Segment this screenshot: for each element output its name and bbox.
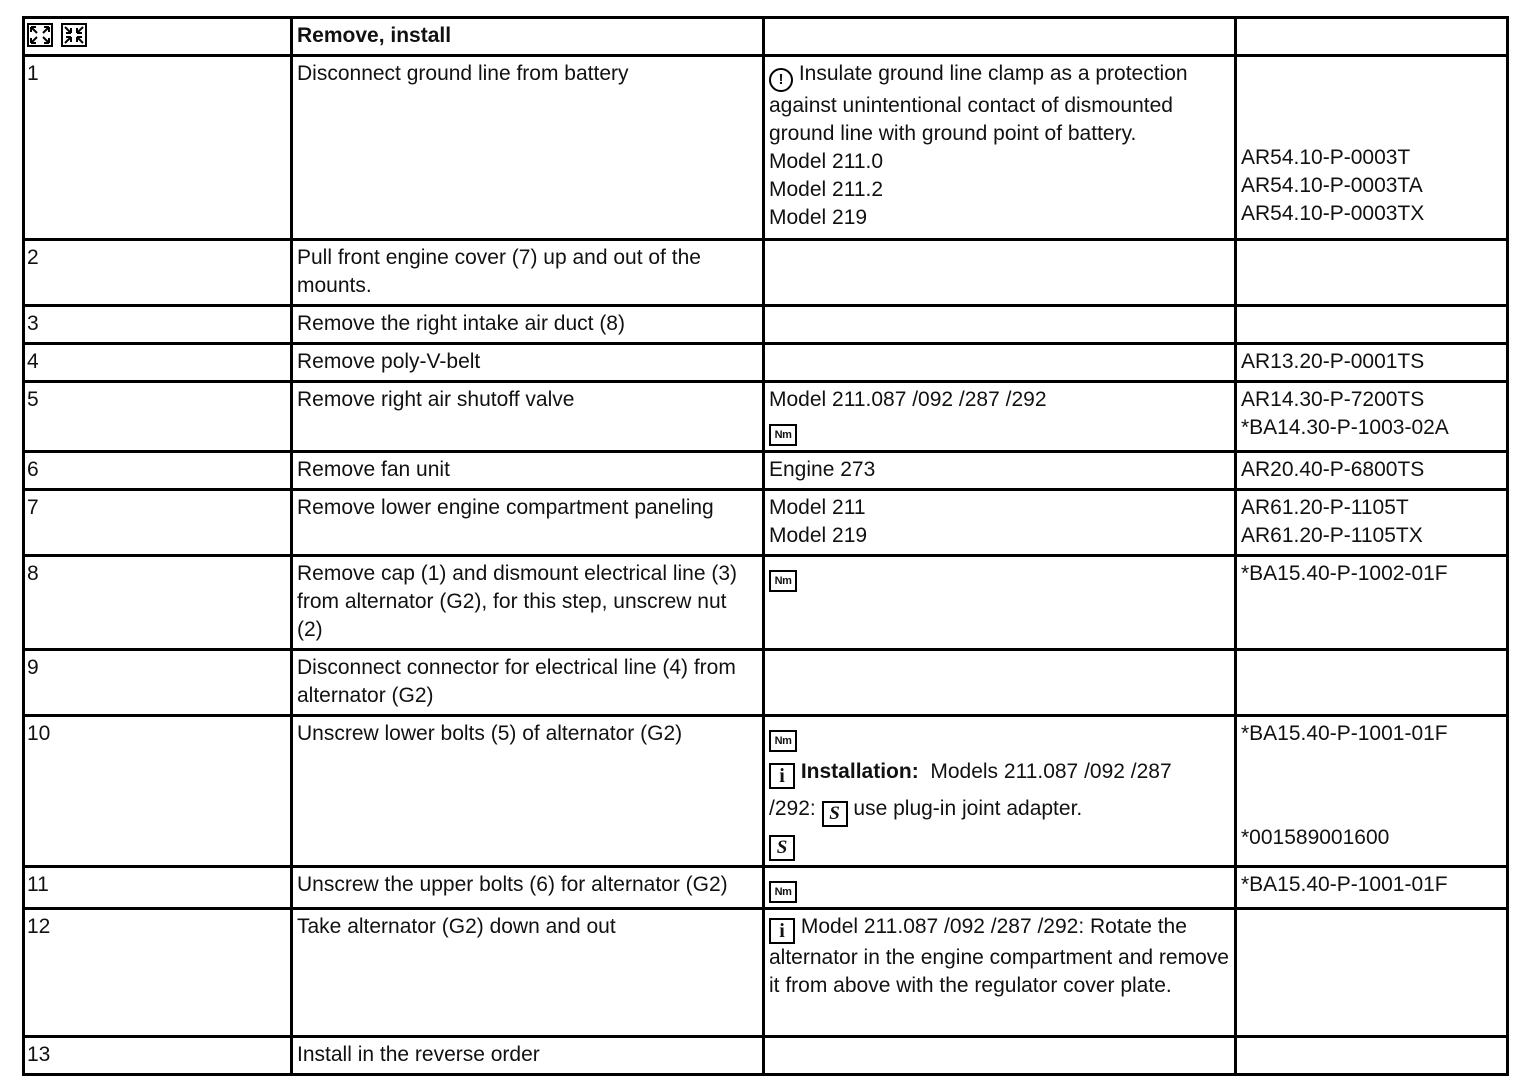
- torque-icon[interactable]: Nm: [769, 424, 797, 446]
- step-notes: [764, 556, 1236, 650]
- header-empty-cell: [1236, 18, 1508, 56]
- step-refs: [1236, 56, 1508, 240]
- step-refs: [1236, 650, 1508, 716]
- step-action: Remove fan unit: [292, 452, 764, 490]
- table-row: [24, 650, 1508, 716]
- ref-link[interactable]: AR20.40-P-6800TS: [1241, 458, 1425, 481]
- note-text: i Model 211.087 /092 /287 /292: Rotate the alternator in the engine compartment and remove it from above with the regulator cover plate.: [769, 915, 1229, 997]
- step-action: Install in the reverse order: [292, 1037, 764, 1075]
- model-label: Model 211.2: [769, 178, 884, 201]
- step-notes: [764, 716, 1236, 867]
- step-action: Unscrew the upper bolts (6) for alternator (G2): [292, 867, 764, 909]
- step-notes: [764, 650, 1236, 716]
- step-number: 13: [24, 1037, 292, 1075]
- special-tool-icon[interactable]: S: [769, 835, 795, 861]
- step-number: 10: [24, 716, 292, 867]
- model-label: Engine 273: [769, 458, 876, 481]
- step-number: 2: [24, 240, 292, 306]
- ref-link[interactable]: AR54.10-P-0003TX: [1241, 202, 1425, 225]
- ref-link[interactable]: AR54.10-P-0003T: [1241, 146, 1411, 169]
- torque-icon[interactable]: Nm: [769, 730, 797, 752]
- info-icon: i: [769, 763, 795, 789]
- step-refs: [1236, 490, 1508, 556]
- table-header-row: [24, 18, 1508, 56]
- ref-link[interactable]: *BA15.40-P-1001-01F: [1241, 722, 1448, 745]
- ref-link[interactable]: AR61.20-P-1105TX: [1241, 524, 1423, 547]
- step-number: 4: [24, 344, 292, 382]
- step-number: 5: [24, 382, 292, 452]
- step-number: 7: [24, 490, 292, 556]
- step-refs: [1236, 344, 1508, 382]
- table-row: [24, 382, 1508, 452]
- torque-icon[interactable]: Nm: [769, 570, 797, 592]
- table-row: [24, 344, 1508, 382]
- step-notes: [764, 240, 1236, 306]
- step-refs: [1236, 240, 1508, 306]
- step-action: Unscrew lower bolts (5) of alternator (G2): [292, 716, 764, 867]
- collapse-all-icon[interactable]: [61, 23, 87, 47]
- ref-link[interactable]: AR54.10-P-0003TA: [1241, 174, 1423, 197]
- header-title: Remove, install: [292, 18, 764, 56]
- header-icons-cell: [24, 18, 292, 56]
- step-refs: [1236, 1037, 1508, 1075]
- step-refs: [1236, 556, 1508, 650]
- model-label: Model 211: [769, 496, 866, 519]
- table-row: [24, 1037, 1508, 1075]
- warning-icon: !: [769, 68, 793, 92]
- step-action: Remove lower engine compartment paneling: [292, 490, 764, 556]
- step-notes: [764, 56, 1236, 240]
- model-label: Model 219: [769, 524, 868, 547]
- installation-label: Installation:: [800, 760, 919, 783]
- step-refs: [1236, 306, 1508, 344]
- table-row: [24, 306, 1508, 344]
- step-notes: [764, 382, 1236, 452]
- ref-link[interactable]: AR61.20-P-1105T: [1241, 496, 1409, 519]
- step-number: 11: [24, 867, 292, 909]
- step-action: Take alternator (G2) down and out: [292, 909, 764, 1037]
- table-row: [24, 452, 1508, 490]
- step-action: Disconnect ground line from battery: [292, 56, 764, 240]
- step-action: Disconnect connector for electrical line (4) from alternator (G2): [292, 650, 764, 716]
- step-notes: [764, 306, 1236, 344]
- table-row: [24, 867, 1508, 909]
- special-tool-icon[interactable]: S: [822, 801, 848, 827]
- installation-text: use plug-in joint adapter.: [853, 797, 1083, 820]
- step-action: Remove cap (1) and dismount electrical line (3) from alternator (G2), for this step, unscrew nut (2): [292, 556, 764, 650]
- step-notes: [764, 1037, 1236, 1075]
- info-icon: i: [769, 918, 795, 944]
- note-text: ! Insulate ground line clamp as a protection against unintentional contact of dismounted ground line with ground point of battery.: [769, 62, 1188, 145]
- ref-link[interactable]: *BA15.40-P-1001-01F: [1241, 873, 1448, 896]
- step-number: 3: [24, 306, 292, 344]
- step-action: Remove poly-V-belt: [292, 344, 764, 382]
- step-number: 9: [24, 650, 292, 716]
- table-row: [24, 240, 1508, 306]
- torque-icon[interactable]: Nm: [769, 881, 797, 903]
- step-action: Remove right air shutoff valve: [292, 382, 764, 452]
- expand-all-icon[interactable]: [27, 23, 53, 47]
- step-notes: [764, 909, 1236, 1037]
- ref-link[interactable]: AR13.20-P-0001TS: [1241, 350, 1425, 373]
- step-refs: [1236, 716, 1508, 867]
- procedure-table: [22, 16, 1509, 1076]
- step-number: 6: [24, 452, 292, 490]
- step-action: Remove the right intake air duct (8): [292, 306, 764, 344]
- step-action: Pull front engine cover (7) up and out of the mounts.: [292, 240, 764, 306]
- installation-text: /292:: [769, 797, 816, 820]
- table-row: [24, 556, 1508, 650]
- ref-link[interactable]: *BA14.30-P-1003-02A: [1241, 416, 1449, 439]
- step-number: 8: [24, 556, 292, 650]
- step-notes: [764, 344, 1236, 382]
- table-row: [24, 909, 1508, 1037]
- step-refs: [1236, 452, 1508, 490]
- step-number: 12: [24, 909, 292, 1037]
- step-notes: [764, 490, 1236, 556]
- step-notes: [764, 452, 1236, 490]
- model-label: Model 211.0: [769, 150, 884, 173]
- model-label: Model 219: [769, 206, 868, 229]
- header-empty-cell: [764, 18, 1236, 56]
- step-number: 1: [24, 56, 292, 240]
- model-label: Model 211.087 /092 /287 /292: [769, 388, 1047, 411]
- ref-link[interactable]: AR14.30-P-7200TS: [1241, 388, 1425, 411]
- installation-text: Models 211.087 /092 /287: [930, 760, 1172, 783]
- table-row: [24, 716, 1508, 867]
- table-row: [24, 490, 1508, 556]
- ref-link[interactable]: *001589001600: [1241, 826, 1390, 849]
- step-refs: [1236, 867, 1508, 909]
- ref-link[interactable]: *BA15.40-P-1002-01F: [1241, 562, 1448, 585]
- step-refs: [1236, 382, 1508, 452]
- step-notes: [764, 867, 1236, 909]
- table-row: [24, 56, 1508, 240]
- step-refs: [1236, 909, 1508, 1037]
